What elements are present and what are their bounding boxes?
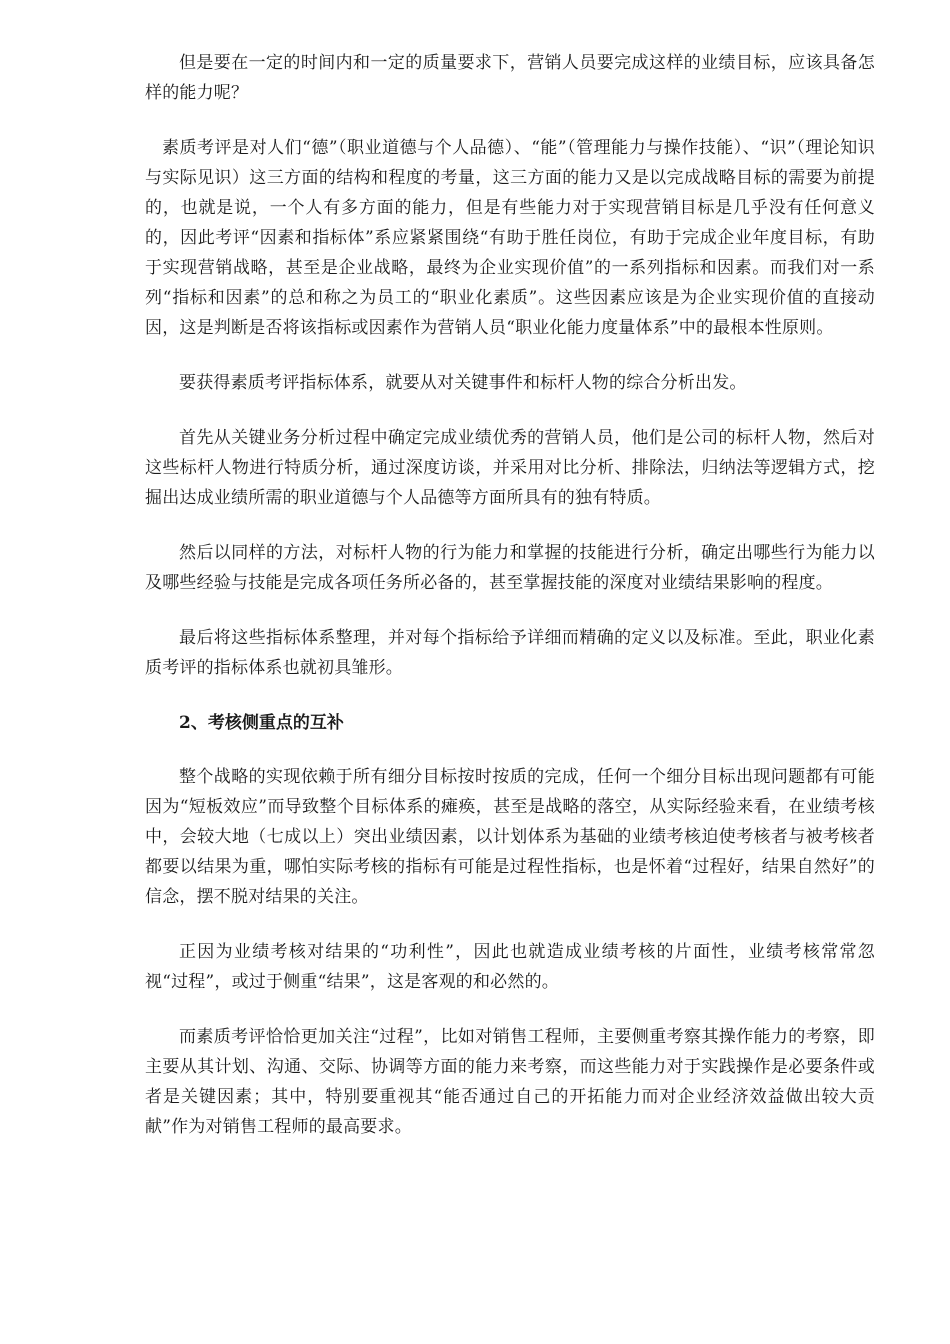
- paragraph-behavior-skill-analysis: 然后以同样的方法，对标杆人物的行为能力和掌握的技能进行分析，确定出哪些行为能力以及哪些经验与技能是完成各项任务所必备的，甚至掌握技能的深度对业绩结果影响的程度。: [145, 543, 875, 593]
- paragraph-quality-evaluation-definition: 素质考评是对人们“德”（职业道德与个人品德）、“能”（管理能力与操作技能）、“识”（理论知识与实际见识）这三方面的结构和程度的考量，这三方面的能力又是以完成战略目标的需要为前提的，也就是说，一个人有多方面的能力，但是有些能力对于实现营销目标是几乎没有任何意义的，因此考评“因素和指标体”系应紧紧围绕“有助于胜任岗位，有助于完成企业年度目标，有助于实现营销战略，甚至是企业战略，最终为企业实现价值”的一系列指标和因素。而我们对一系列“指标和因素”的总和称之为员工的“职业化素质”。这些因素应该是为企业实现价值的直接动因，这是判断是否将该指标或因素作为营销人员“职业化能力度量体系”中的最根本性原则。: [145, 138, 875, 338]
- paragraph-benchmark-analysis: 首先从关键业务分析过程中确定完成业绩优秀的营销人员，他们是公司的标杆人物，然后对这些标杆人物进行特质分析，通过深度访谈，并采用对比分析、排除法，归纳法等逻辑方式，挖掘出达成业绩所需的职业道德与个人品德等方面所具有的独有特质。: [145, 428, 875, 508]
- section-heading: 2、考核侧重点的互补: [179, 713, 344, 733]
- paragraph-indicator-system-origin: 要获得素质考评指标体系，就要从对关键事件和标杆人物的综合分析出发。: [179, 373, 747, 393]
- paragraph-performance-one-sidedness: 正因为业绩考核对结果的“功利性”，因此也就造成业绩考核的片面性，业绩考核常常忽视“过程”，或过于侧重“结果”，这是客观的和必然的。: [145, 942, 875, 992]
- paragraph-indicator-finalization: 最后将这些指标体系整理，并对每个指标给予详细而精确的定义以及标准。至此，职业化素质考评的指标体系也就初具雏形。: [145, 628, 875, 678]
- paragraph-ability-question: 但是要在一定的时间内和一定的质量要求下，营销人员要完成这样的业绩目标，应该具备怎样的能力呢？: [145, 53, 875, 103]
- paragraph-process-focus: 而素质考评恰恰更加关注“过程”，比如对销售工程师，主要侧重考察其操作能力的考察，即主要从其计划、沟通、交际、协调等方面的能力来考察，而这些能力对于实践操作是必要条件或者是关键因素；其中，特别要重视其“能否通过自己的开拓能力而对企业经济效益做出较大贡献”作为对销售工程师的最高要求。: [145, 1027, 875, 1137]
- paragraph-strategy-realization: 整个战略的实现依赖于所有细分目标按时按质的完成，任何一个细分目标出现问题都有可能因为“短板效应”而导致整个目标体系的瘫痪，甚至是战略的落空，从实际经验来看，在业绩考核中，会较大地（七成以上）突出业绩因素，以计划体系为基础的业绩考核迫使考核者与被考核者都要以结果为重，哪怕实际考核的指标有可能是过程性指标，也是怀着“过程好，结果自然好”的信念，摆不脱对结果的关注。: [145, 767, 875, 907]
- document-page: [145, 48, 875, 1167]
